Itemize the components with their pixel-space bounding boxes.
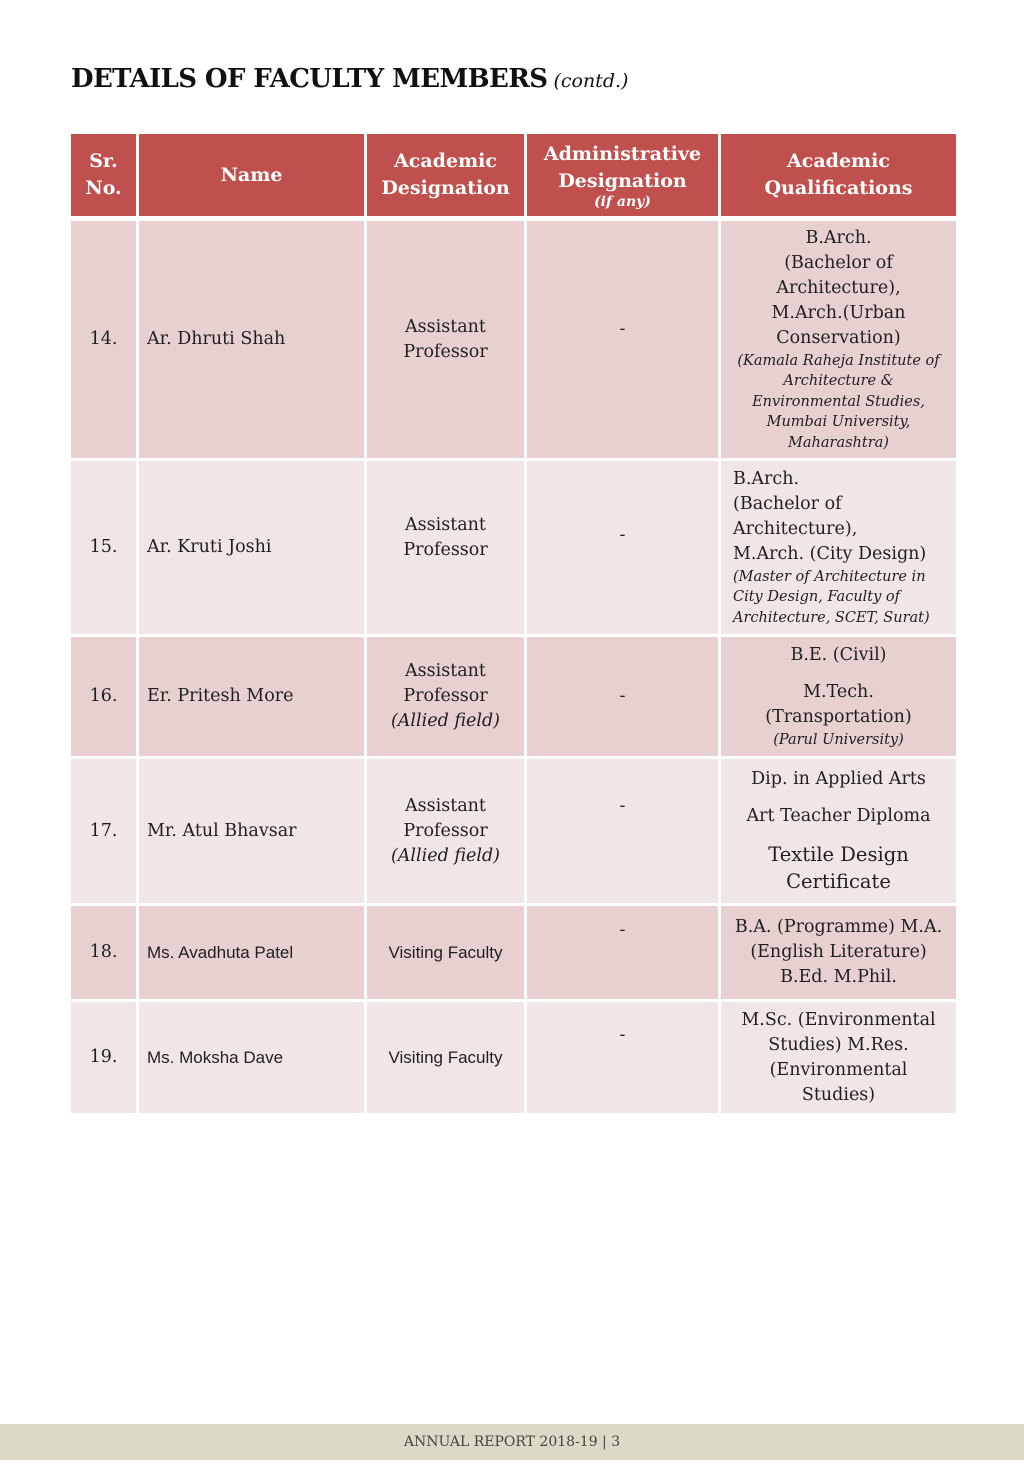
table-row — [70, 219, 958, 460]
header-sr-no: Sr. No. — [70, 133, 138, 219]
administrative-designation-cell: - — [526, 1001, 720, 1115]
table-header-row — [70, 133, 958, 219]
qualifications-cell: Dip. in Applied Arts Art Teacher Diploma Textile Design Certificate — [720, 758, 958, 905]
academic-designation-cell: Assistant Professor (Allied field) — [366, 636, 526, 758]
table-row — [70, 758, 958, 905]
name-cell: Ms. Moksha Dave — [138, 1001, 366, 1115]
title-text: DETAILS OF FACULTY MEMBERS — [71, 64, 548, 94]
name-cell: Er. Pritesh More — [138, 636, 366, 758]
header-academic-qualifications: Academic Qualifications — [720, 133, 958, 219]
sr-no-cell: 15. — [70, 460, 138, 636]
table-row — [70, 905, 958, 1001]
sr-no-cell: 16. — [70, 636, 138, 758]
table-row — [70, 636, 958, 758]
page-title — [71, 64, 628, 94]
name-cell: Ms. Avadhuta Patel — [138, 905, 366, 1001]
table-row — [70, 1001, 958, 1115]
name-cell: Ar. Dhruti Shah — [138, 219, 366, 460]
administrative-designation-cell: - — [526, 905, 720, 1001]
qualifications-cell: M.Sc. (Environmental Studies) M.Res. (Environmental Studies) — [720, 1001, 958, 1115]
qualifications-cell: B.A. (Programme) M.A. (English Literature) B.Ed. M.Phil. — [720, 905, 958, 1001]
faculty-table — [68, 131, 959, 1116]
administrative-designation-cell: - — [526, 219, 720, 460]
academic-designation-cell: Assistant Professor — [366, 460, 526, 636]
page-footer: ANNUAL REPORT 2018-19 | 3 — [0, 1424, 1024, 1460]
header-administrative-designation: Administrative Designation (if any) — [526, 133, 720, 219]
table-row — [70, 460, 958, 636]
sr-no-cell: 14. — [70, 219, 138, 460]
academic-designation-cell: Visiting Faculty — [366, 1001, 526, 1115]
qualifications-cell: B.Arch. (Bachelor of Architecture), M.Arch. (City Design) (Master of Architecture in City Design, Faculty of Architecture, SCET, Surat) — [720, 460, 958, 636]
name-cell: Mr. Atul Bhavsar — [138, 758, 366, 905]
academic-designation-cell: Visiting Faculty — [366, 905, 526, 1001]
administrative-designation-cell: - — [526, 460, 720, 636]
qualifications-cell: B.Arch. (Bachelor of Architecture), M.Arch.(Urban Conservation) (Kamala Raheja Institute of Architecture & Environmental Studies, Mumbai University, Maharashtra) — [720, 219, 958, 460]
administrative-designation-cell: - — [526, 636, 720, 758]
title-suffix: (contd.) — [553, 70, 629, 92]
qualifications-cell: B.E. (Civil) M.Tech. (Transportation) (Parul University) — [720, 636, 958, 758]
academic-designation-cell: Assistant Professor (Allied field) — [366, 758, 526, 905]
name-cell: Ar. Kruti Joshi — [138, 460, 366, 636]
sr-no-cell: 18. — [70, 905, 138, 1001]
sr-no-cell: 19. — [70, 1001, 138, 1115]
header-academic-designation: Academic Designation — [366, 133, 526, 219]
administrative-designation-cell: - — [526, 758, 720, 905]
header-name: Name — [138, 133, 366, 219]
academic-designation-cell: Assistant Professor — [366, 219, 526, 460]
sr-no-cell: 17. — [70, 758, 138, 905]
